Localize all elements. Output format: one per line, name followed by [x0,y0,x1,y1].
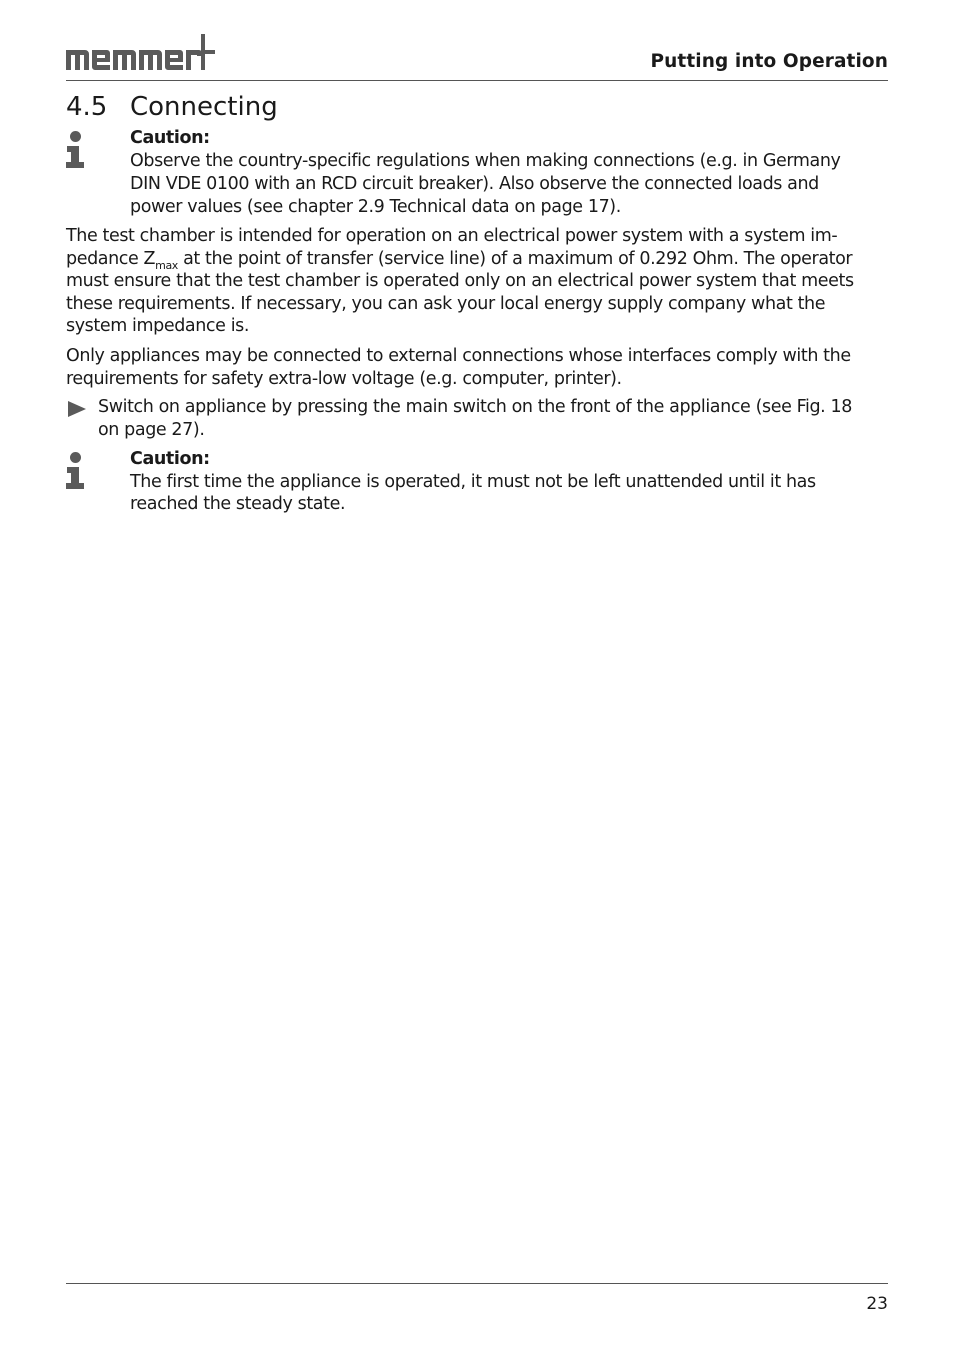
paragraph-line: system impedance is. [66,316,250,336]
info-icon [66,452,88,490]
section-number: 4.5 [66,92,108,122]
instruction-step [66,396,888,444]
section-title: Connecting [130,92,278,122]
step-line: on page 27). [98,419,205,440]
caution-label: Caution: [130,449,210,469]
paragraph-line: The test chamber is intended for operation on an electrical power system with a system im- [66,226,838,246]
paragraph-line: Only appliances may be connected to external connections whose interfaces comply with the [66,346,851,366]
caution-note [66,448,888,518]
subscript-max: max [155,258,178,272]
paragraph-line: requirements for safety extra-low voltage (e.g. computer, printer). [66,368,622,389]
paragraph-line [66,248,888,271]
step-body [98,396,888,441]
info-icon [66,131,88,169]
paragraph-text: at the point of transfer (service line) of a maximum of 0.292 Ohm. The operator [177,248,853,269]
header-section-title: Putting into Operation [650,51,888,72]
caution-body [130,448,888,516]
section-heading [66,92,278,122]
caution-line: power values (see chapter 2.9 Technical data on page 17). [130,197,621,217]
paragraph-line: these requirements. If necessary, you can ask your local energy supply company what the [66,293,826,314]
caution-note [66,127,888,219]
page-number: 23 [866,1294,888,1314]
triangle-bullet-icon [68,401,86,417]
caution-body [130,127,888,219]
caution-line: DIN VDE 0100 with an RCD circuit breaker). Also observe the connected loads and [130,174,819,194]
power-system-paragraph [66,225,888,338]
caution-line: Observe the country-specific regulations when making connections (e.g. in Germany [130,151,841,171]
external-connections-paragraph [66,345,888,390]
caution-line: reached the steady state. [130,494,346,514]
paragraph-line: must ensure that the test chamber is operated only on an electrical power system that meets [66,271,854,291]
page-header [66,30,888,81]
footer-divider [66,1283,888,1284]
memmert-logo [66,32,226,72]
paragraph-text: pedance Z [66,248,156,269]
caution-label: Caution: [130,128,210,148]
caution-line: The first time the appliance is operated, it must not be left unattended until it has [130,471,816,492]
step-line: Switch on appliance by pressing the main switch on the front of the appliance (see Fig. 18 [98,397,852,417]
